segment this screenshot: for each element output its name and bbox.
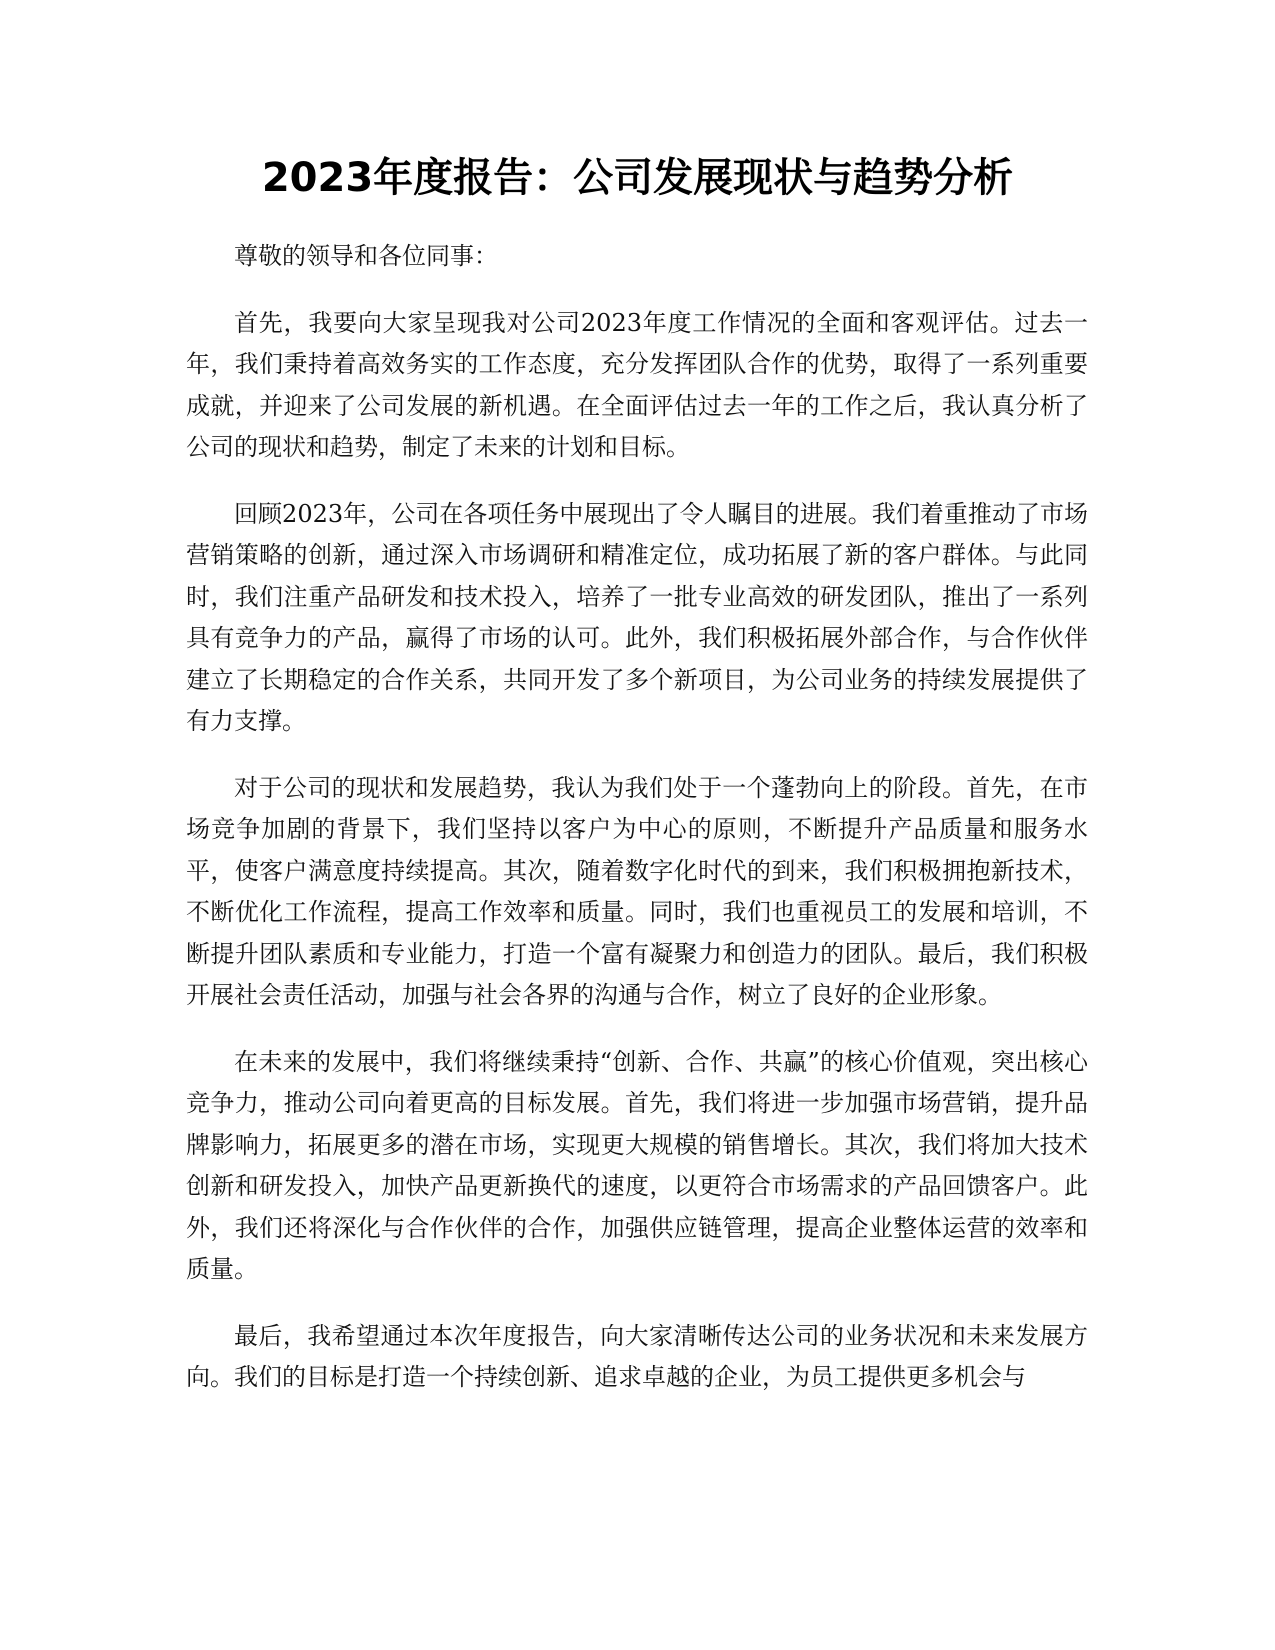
greeting-paragraph: 尊敬的领导和各位同事：: [234, 242, 498, 270]
body-paragraph: 对于公司的现状和发展趋势，我认为我们处于一个蓬勃向上的阶段。首先，在市场竞争加剧的背景下，我们坚持以客户为中心的原则，不断提升产品质量和服务水平，使客户满意度持续提高。其次，随着数字化时代的到来，我们积极拥抱新技术，不断优化工作流程，提高工作效率和质量。同时，我们也重视员工的发展和培训，不断提升团队素质和专业能力，打造一个富有凝聚力和创造力的团队。最后，我们积极开展社会责任活动，加强与社会各界的沟通与合作，树立了良好的企业形象。: [186, 773, 1088, 1009]
body-paragraph: 最后，我希望通过本次年度报告，向大家清晰传达公司的业务状况和未来发展方向。我们的目标是打造一个持续创新、追求卓越的企业，为员工提供更多机会与: [186, 1321, 1088, 1391]
document-body: [186, 236, 1088, 1424]
body-paragraph: 在未来的发展中，我们将继续秉持“创新、合作、共赢”的核心价值观，突出核心竞争力，推动公司向着更高的目标发展。首先，我们将进一步加强市场营销，提升品牌影响力，拓展更多的潜在市场，实现更大规模的销售增长。其次，我们将加大技术创新和研发投入，加快产品更新换代的速度，以更符合市场需求的产品回馈客户。此外，我们还将深化与合作伙伴的合作，加强供应链管理，提高企业整体运营的效率和质量。: [186, 1047, 1088, 1283]
body-paragraph: 首先，我要向大家呈现我对公司2023年度工作情况的全面和客观评估。过去一年，我们秉持着高效务实的工作态度，充分发挥团队合作的优势，取得了一系列重要成就，并迎来了公司发展的新机遇。在全面评估过去一年的工作之后，我认真分析了公司的现状和趋势，制定了未来的计划和目标。: [186, 308, 1088, 461]
document-title: 2023年度报告：公司发展现状与趋势分析: [261, 155, 1014, 201]
body-paragraph: 回顾2023年，公司在各项任务中展现出了令人瞩目的进展。我们着重推动了市场营销策略的创新，通过深入市场调研和精准定位，成功拓展了新的客户群体。与此同时，我们注重产品研发和技术投入，培养了一批专业高效的研发团队，推出了一系列具有竞争力的产品，赢得了市场的认可。此外，我们积极拓展外部合作，与合作伙伴建立了长期稳定的合作关系，共同开发了多个新项目，为公司业务的持续发展提供了有力支撑。: [186, 499, 1088, 735]
